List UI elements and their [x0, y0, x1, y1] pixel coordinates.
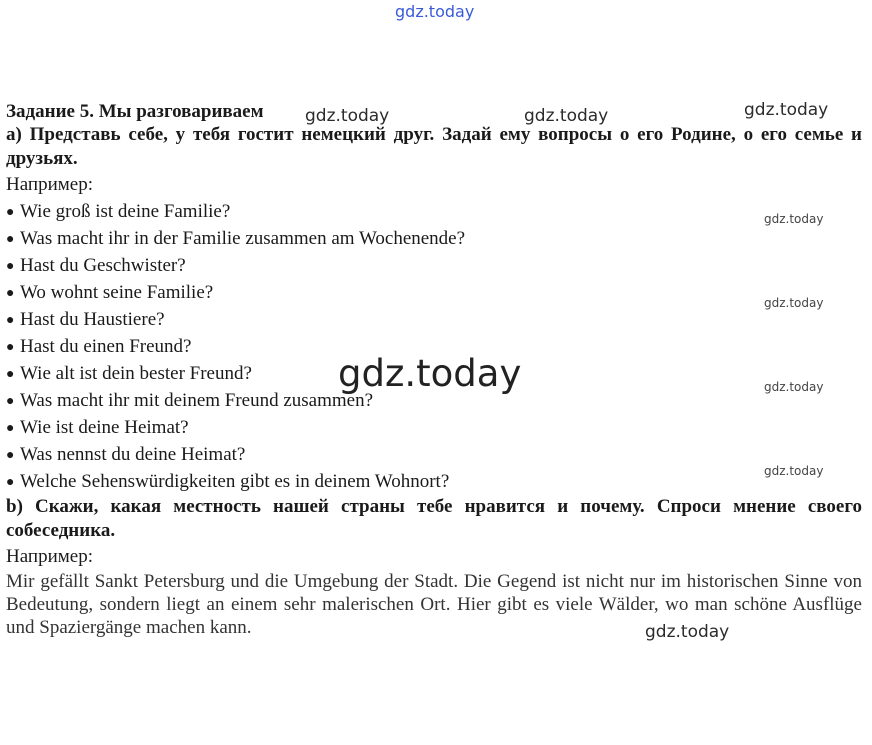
watermark-heading-1: gdz.today	[305, 106, 390, 126]
question-text: Was macht ihr in der Familie zusammen am Wochenende?	[20, 228, 466, 249]
bullet-icon: ●	[6, 394, 15, 409]
watermark-heading-3: gdz.today	[744, 100, 829, 120]
list-item	[6, 306, 862, 333]
list-item	[6, 198, 862, 225]
list-item	[6, 252, 862, 279]
question-text: Hast du einen Freund?	[20, 336, 192, 357]
watermark-center: gdz.today	[338, 352, 522, 395]
bullet-icon: ●	[6, 367, 15, 382]
bullet-icon: ●	[6, 286, 15, 301]
question-text: Was nennst du deine Heimat?	[20, 444, 246, 465]
bullet-icon: ●	[6, 421, 15, 436]
question-text: Wie ist deine Heimat?	[20, 417, 189, 438]
watermark-heading-2: gdz.today	[524, 106, 609, 126]
watermark-side-4: gdz.today	[764, 464, 824, 478]
example-answer: Mir gefällt Sankt Petersburg und die Umgebung der Stadt. Die Gegend ist nicht nur im historischen Sinne von Bedeutung, sondern liegt an einem sehr malerischen Ort. Hier gibt es viele Wälder, wo man schöne Ausflüge und Spaziergänge machen kann.	[6, 571, 862, 638]
list-item	[6, 414, 862, 441]
question-text: Wie groß ist deine Familie?	[20, 201, 231, 222]
question-text: Welche Sehenswürdigkeiten gibt es in deinem Wohnort?	[20, 471, 450, 492]
watermark-side-1: gdz.today	[764, 212, 824, 226]
bullet-icon: ●	[6, 313, 15, 328]
list-item	[6, 468, 862, 495]
question-text: Hast du Haustiere?	[20, 309, 165, 330]
bullet-icon: ●	[6, 448, 15, 463]
task-b-instruction: b) Скажи, какая местность нашей страны тебе нравится и почему. Спроси мнение своего собеседника.	[6, 496, 862, 541]
watermark-side-3: gdz.today	[764, 380, 824, 394]
bullet-icon: ●	[6, 205, 15, 220]
question-text: Hast du Geschwister?	[20, 255, 186, 276]
bullet-icon: ●	[6, 475, 15, 490]
example-label-a: Например:	[6, 174, 93, 195]
list-item	[6, 441, 862, 468]
task-a-instruction: а) Представь себе, у тебя гостит немецкий друг. Задай ему вопросы о его Родине, о его семье и друзьях.	[6, 124, 862, 169]
question-text: Wie alt ist dein bester Freund?	[20, 363, 252, 384]
watermark-side-2: gdz.today	[764, 296, 824, 310]
example-label-b: Например:	[6, 546, 93, 567]
question-list	[6, 198, 862, 495]
watermark-bottom: gdz.today	[645, 622, 730, 642]
watermark-top: gdz.today	[395, 2, 475, 21]
list-item	[6, 279, 862, 306]
bullet-icon: ●	[6, 232, 15, 247]
task-heading: Задание 5. Мы разговариваем	[6, 101, 264, 122]
bullet-icon: ●	[6, 340, 15, 355]
question-text: Wo wohnt seine Familie?	[20, 282, 214, 303]
bullet-icon: ●	[6, 259, 15, 274]
question-text: Was macht ihr mit deinem Freund zusammen?	[20, 390, 374, 411]
list-item	[6, 225, 862, 252]
